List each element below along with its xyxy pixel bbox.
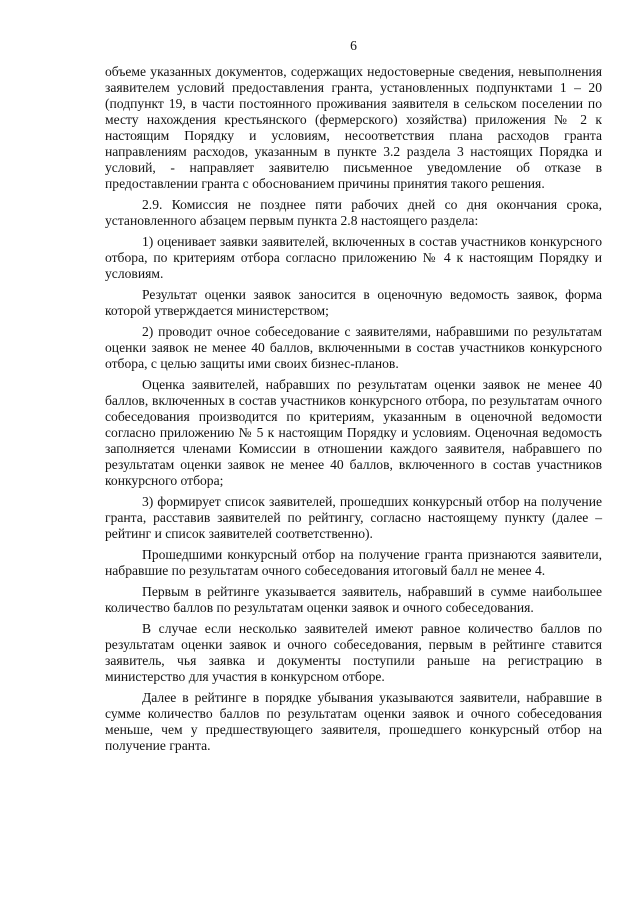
page-number: 6: [350, 38, 357, 53]
paragraph-rating-first: Первым в рейтинге указывается заявитель, набравший в сумме наибольшее количество баллов по результатам оценки заявок и очного собеседования.: [105, 584, 602, 615]
paragraph-continuation: объеме указанных документов, содержащих недостоверные сведения, невыполнения заявителем условий предоставления гранта, установленных подпунктами 1 – 20 (подпункт 19, в части постоянного проживания заявителя в сельском поселении по месту нахождения крестьянского (фермерского) хозяйства) приложения № 2 к настоящим Порядку и условиям, несоответствия плана расходов гранта направлениям расходов, указанным в пункте 3.2 раздела 3 настоящих Порядка и условий, - направляет заявителю письменное уведомление об отказе в предоставлении гранта с обоснованием причины принятия такого решения.: [105, 64, 602, 191]
paragraph-rating-descending: Далее в рейтинге в порядке убывания указываются заявители, набравшие в сумме количество баллов по результатам оценки заявок и очного собеседования меньше, чем у предшествующего заявителя, прошедшего конкурсный отбор на получение гранта.: [105, 690, 602, 753]
paragraph-assessment-result: Результат оценки заявок заносится в оценочную ведомость заявок, форма которой утверждается министерством;: [105, 287, 602, 318]
paragraph-passed-selection: Прошедшими конкурсный отбор на получение гранта признаются заявители, набравшие по результатам очного собеседования итоговый балл не менее 4.: [105, 547, 602, 578]
paragraph-2-9: 2.9. Комиссия не позднее пяти рабочих дней со дня окончания срока, установленного абзацем первым пункта 2.8 настоящего раздела:: [105, 197, 602, 228]
paragraph-item-1: 1) оценивает заявки заявителей, включенных в состав участников конкурсного отбора, по критериям отбора согласно приложению № 4 к настоящим Порядку и условиям.: [105, 234, 602, 281]
paragraph-item-3: 3) формирует список заявителей, прошедших конкурсный отбор на получение гранта, расставив заявителей по рейтингу, согласно настоящему пункту (далее – рейтинг и список заявителей соответственно).: [105, 494, 602, 541]
paragraph-equal-score: В случае если несколько заявителей имеют равное количество баллов по результатам оценки заявок и очного собеседования, первым в рейтинге ставится заявитель, чья заявка и документы поступили раньше на регистрацию в министерство для участия в конкурсном отборе.: [105, 621, 602, 684]
paragraph-interview-assessment: Оценка заявителей, набравших по результатам оценки заявок не менее 40 баллов, включенных в состав участников конкурсного отбора, по результатам очного собеседования производится по критериям, указанным в оценочной ведомости согласно приложению № 5 к настоящим Порядку и условиям. Оценочная ведомость заполняется членами Комиссии в отношении каждого заявителя, набравшего по результатам оценки заявок не менее 40 баллов, включенного в состав участников конкурсного отбора;: [105, 377, 602, 488]
paragraph-item-2: 2) проводит очное собеседование с заявителями, набравшими по результатам оценки заявок не менее 40 баллов, включенными в состав участников конкурсного отбора, с целью защиты ими своих бизнес-планов.: [105, 324, 602, 371]
